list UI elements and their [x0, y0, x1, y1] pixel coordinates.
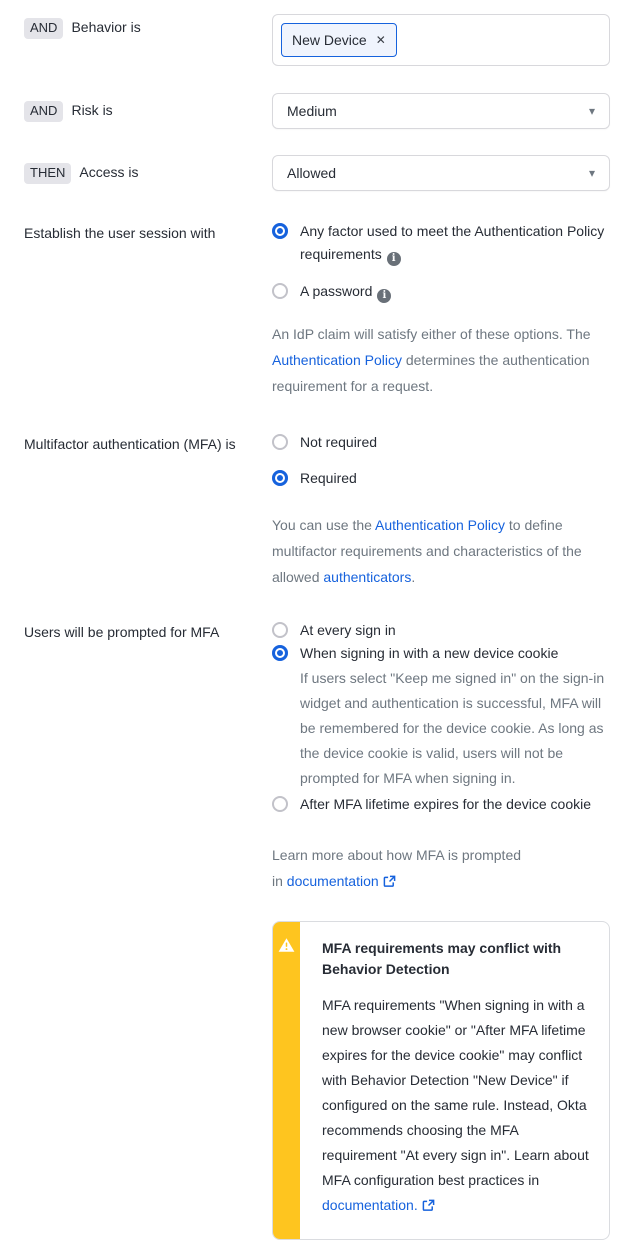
access-label-group [24, 162, 272, 184]
condition-row-risk [24, 93, 610, 129]
then-badge: THEN [24, 163, 71, 184]
access-select[interactable] [272, 155, 610, 191]
learn-more-text: Learn more about how MFA is prompted in documentation [272, 842, 610, 896]
prompt-option-new-device-cookie[interactable] [272, 642, 610, 793]
info-icon[interactable]: i [387, 252, 401, 266]
radio-button[interactable] [272, 434, 288, 450]
chip-remove-icon[interactable]: ✕ [375, 33, 386, 47]
and-badge: AND [24, 101, 63, 122]
prompt-option-every-sign-in[interactable] [272, 619, 610, 642]
risk-select-value: Medium [287, 103, 337, 119]
session-option-password[interactable] [272, 280, 610, 303]
behavior-tag-input[interactable] [272, 14, 610, 66]
mfa-help-text: You can use the Authentication Policy to define multifactor requirements and characteristics of the allowed authenticators. [272, 517, 582, 585]
access-label: Access is [79, 164, 139, 180]
risk-select[interactable] [272, 93, 610, 129]
condition-row-access [24, 155, 610, 191]
radio-label: After MFA lifetime expires for the device cookie [300, 796, 592, 812]
behavior-label: Behavior is [71, 19, 141, 35]
radio-button-selected[interactable] [272, 470, 288, 486]
chevron-down-icon: ▾ [588, 104, 595, 118]
authentication-policy-link[interactable]: Authentication Policy [272, 352, 402, 368]
risk-label: Risk is [71, 102, 113, 118]
mfa-option-required[interactable] [272, 467, 610, 490]
section-prompt [24, 619, 610, 1240]
radio-label: When signing in with a new device cookie If users select "Keep me signed in" on the sign-in widget and authentication is successful, MFA will be remembered for the device cookie. As long as the device cookie is valid, users will not be prompted for MFA when signing in. [300, 642, 610, 793]
behavior-label-group [24, 14, 272, 66]
info-icon[interactable]: i [377, 289, 391, 303]
risk-label-group [24, 100, 272, 122]
chevron-down-icon: ▾ [588, 166, 595, 180]
radio-label: Any factor used to meet the Authentication Policy requirements i [300, 223, 605, 264]
prompt-option-mfa-lifetime[interactable] [272, 793, 610, 816]
radio-button[interactable] [272, 283, 288, 299]
radio-label: At every sign in [300, 622, 396, 638]
authentication-policy-link[interactable]: Authentication Policy [375, 517, 505, 533]
radio-label: Not required [300, 434, 378, 450]
radio-label: A password i [300, 280, 391, 303]
session-label: Establish the user session with [24, 225, 216, 241]
warning-text: MFA requirements "When signing in with a new browser cookie" or "After MFA lifetime expires for the device cookie" may conflict with Behavior Detection "New Device" if configured on the same rule. Instead, Okta recommends choosing the MFA requirement "At every sign in". Learn about MFA configuration best practices in documentation. [322, 993, 595, 1220]
prompt-label: Users will be prompted for MFA [24, 624, 220, 640]
behavior-chip-new-device[interactable] [281, 23, 397, 57]
external-link-icon [422, 1195, 435, 1220]
warning-title: MFA requirements may conflict with Behavior Detection [322, 940, 562, 977]
warning-callout-bar [273, 922, 300, 1239]
radio-button-selected[interactable] [272, 645, 288, 661]
section-session [24, 220, 610, 399]
radio-button[interactable] [272, 796, 288, 812]
external-link-icon [383, 870, 396, 896]
chip-label: New Device [292, 32, 367, 48]
warning-callout-body [300, 922, 609, 1239]
condition-row-behavior [24, 14, 610, 66]
warning-callout [272, 921, 610, 1240]
mfa-label: Multifactor authentication (MFA) is [24, 436, 236, 452]
mfa-option-not-required[interactable] [272, 431, 610, 454]
documentation-link[interactable]: documentation [286, 873, 379, 889]
and-badge: AND [24, 18, 63, 39]
section-mfa [24, 431, 610, 590]
warning-icon [278, 937, 295, 1239]
option-description: If users select "Keep me signed in" on the sign-in widget and authentication is successful, MFA will be remembered for the device cookie. As long as the device cookie is valid, users will not be prompted for MFA when signing in. [300, 670, 605, 786]
session-option-any-factor[interactable] [272, 220, 610, 266]
radio-button[interactable] [272, 622, 288, 638]
radio-button-selected[interactable] [272, 223, 288, 239]
access-select-value: Allowed [287, 165, 337, 181]
session-help-text: An IdP claim will satisfy either of these options. The Authentication Policy determines the authentication requirement for a request. [272, 326, 591, 394]
authenticators-link[interactable]: authenticators [323, 569, 412, 585]
radio-label: Required [300, 470, 357, 486]
documentation-link[interactable]: documentation. [322, 1197, 418, 1213]
